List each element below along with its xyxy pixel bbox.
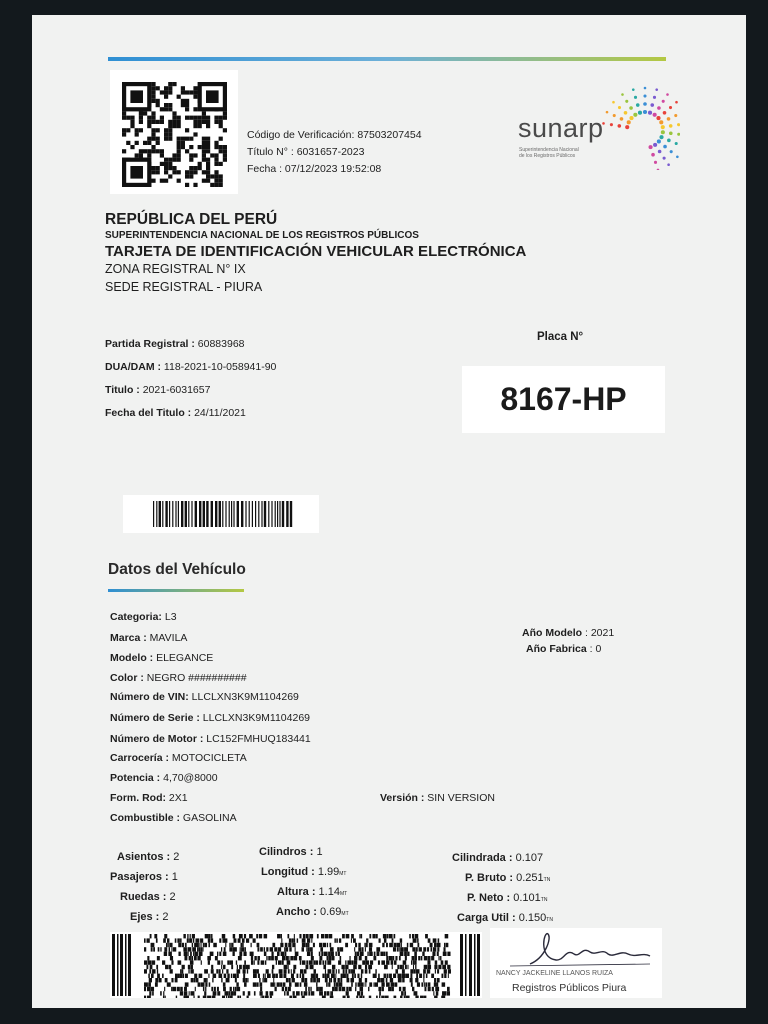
field-color: Color : NEGRO ########## [110, 672, 247, 684]
vehicle-data-heading: Datos del Vehículo [108, 561, 246, 578]
barcode [123, 495, 319, 533]
partida-registral: Partida Registral : 60883968 [105, 338, 245, 350]
field-categoria: Categoria: L3 [110, 611, 177, 623]
qr-code [110, 70, 238, 194]
header-color-stripe [108, 57, 666, 61]
dua-dam: DUA/DAM : 118-2021-10-058941-90 [105, 361, 277, 373]
signatory-name: NANCY JACKELINE LLANOS RUIZA [496, 970, 613, 977]
field-form-rod: Form. Rod: 2X1 [110, 792, 188, 804]
dim-ejes: Ejes : 2 [130, 911, 169, 923]
country-heading: REPÚBLICA DEL PERÚ [105, 211, 278, 228]
fecha-titulo: Fecha del Titulo : 24/11/2021 [105, 407, 246, 419]
field-serie: Número de Serie : LLCLXN3K9M1104269 [110, 712, 311, 724]
field-carroceria: Carrocería : MOTOCICLETA [110, 752, 247, 764]
field-marca: Marca : MAVILA [110, 632, 188, 644]
dim-longitud: Longitud : 1.99MT [261, 866, 347, 878]
field-combustible: Combustible : GASOLINA [110, 812, 237, 824]
title-block [105, 211, 526, 296]
sunarp-logo [515, 85, 680, 170]
field-anio-fabrica: Año Fabrica : 0 [526, 643, 602, 655]
pdf417-barcode [110, 932, 482, 998]
dim-peso-neto: P. Neto : 0.101TN [467, 892, 548, 904]
document-title: TARJETA DE IDENTIFICACIÓN VEHICULAR ELECTRÓNICA [105, 243, 527, 260]
dim-pasajeros: Pasajeros : 1 [110, 871, 178, 883]
title-number: Título N° : 6031657-2023 [247, 146, 365, 158]
dim-altura: Altura : 1.14MT [277, 886, 348, 898]
field-version: Versión : SIN VERSION [380, 792, 495, 804]
titulo: Titulo : 2021-6031657 [105, 384, 211, 396]
signature-icon [490, 928, 662, 972]
field-anio-modelo: Año Modelo : 2021 [522, 627, 615, 639]
dim-asientos: Asientos : 2 [117, 851, 180, 863]
field-potencia: Potencia : 4,70@8000 [110, 772, 218, 784]
sunarp-wordmark: sunarp [518, 113, 604, 143]
signatory-office: Registros Públicos Piura [512, 982, 627, 994]
sede-registral: SEDE REGISTRAL - PIURA [105, 280, 263, 294]
plate-label: Placa N° [537, 331, 584, 343]
vehicle-data-underline [108, 589, 244, 592]
dim-carga-util: Carga Util : 0.150TN [457, 912, 553, 924]
agency-heading: SUPERINTENDENCIA NACIONAL DE LOS REGISTROS PÚBLICOS [105, 230, 419, 241]
dim-ancho: Ancho : 0.69MT [276, 906, 349, 918]
verification-block [247, 127, 422, 178]
registration-info [105, 333, 276, 425]
field-vin: Número de VIN: LLCLXN3K9M1104269 [110, 691, 299, 703]
signature-block [490, 928, 662, 998]
dim-cilindrada: Cilindrada : 0.107 [452, 852, 544, 864]
plate-number: 8167-HP [462, 366, 665, 433]
dim-ruedas: Ruedas : 2 [120, 891, 176, 903]
verification-code: Código de Verificación: 87503207454 [247, 129, 422, 141]
field-modelo: Modelo : ELEGANCE [110, 652, 214, 664]
dim-cilindros: Cilindros : 1 [259, 846, 323, 858]
dim-peso-bruto: P. Bruto : 0.251TN [465, 872, 551, 884]
zona-registral: ZONA REGISTRAL N° IX [105, 262, 246, 276]
issue-date: Fecha : 07/12/2023 19:52:08 [247, 163, 382, 175]
field-motor: Número de Motor : LC152FMHUQ183441 [110, 733, 311, 745]
sunarp-tagline: Superintendencia Nacional de los Registros Públicos [519, 147, 579, 159]
